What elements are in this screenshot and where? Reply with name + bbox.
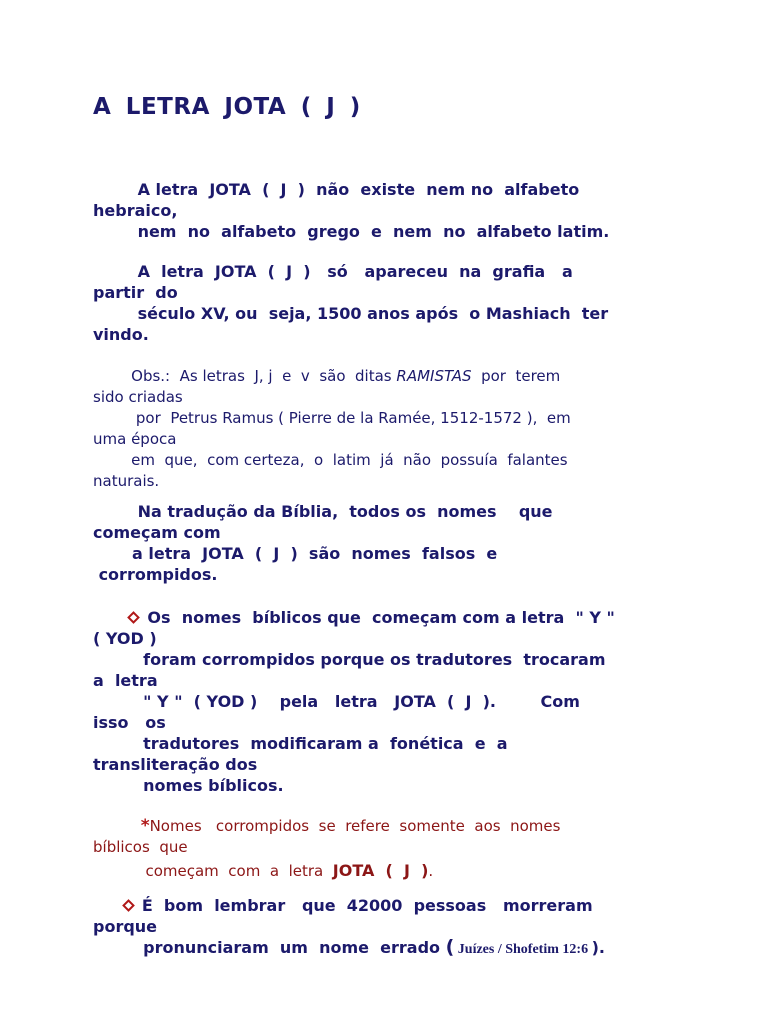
text-line: naturais.	[93, 472, 160, 490]
note-text: começam com a letra	[93, 862, 333, 880]
text-line	[93, 366, 653, 387]
obs-text: por terem	[471, 367, 561, 385]
bullet-text: É bom lembrar que 42000 pessoas morreram	[141, 896, 593, 915]
text-line: bíblicos que	[93, 838, 188, 856]
text-line: Na tradução da Bíblia, todos os nomes que	[93, 502, 553, 521]
close-paren: ).	[591, 938, 605, 957]
text-line: isso os	[93, 713, 166, 732]
bullet-text: pronunciaram um nome errado	[93, 938, 446, 957]
text-line: sido criadas	[93, 388, 183, 406]
text-line: A letra JOTA ( J ) não existe nem no alfabeto	[93, 180, 580, 199]
text-line: nem no alfabeto grego e nem no alfabeto latim.	[93, 222, 610, 241]
text-line: vindo.	[93, 325, 149, 344]
text-line: hebraico,	[93, 201, 178, 220]
ramistas-term: RAMISTAS	[396, 367, 472, 385]
text-line: a letra	[93, 671, 158, 690]
text-line: uma época	[93, 430, 177, 448]
diamond-bullet-icon	[122, 899, 135, 912]
text-line: corrompidos.	[93, 565, 218, 584]
text-line: transliteração dos	[93, 755, 258, 774]
bullet-text: Os nomes bíblicos que começam com a letra " Y "	[147, 608, 615, 627]
text-line	[93, 860, 653, 882]
text-line: foram corrompidos porque os tradutores trocaram	[93, 650, 606, 669]
diamond-bullet-icon	[128, 611, 141, 624]
note-text: .	[428, 862, 434, 880]
paragraph-obs	[93, 366, 653, 492]
paragraph-42000	[93, 895, 653, 960]
text-line	[93, 816, 653, 837]
text-line: " Y " ( YOD ) pela letra JOTA ( J ). Com	[93, 692, 580, 711]
text-line: ( YOD )	[93, 629, 157, 648]
text-line: por Petrus Ramus ( Pierre de la Ramée, 1512-1572 ), em	[93, 409, 571, 427]
page-title: A LETRA JOTA ( J )	[93, 94, 361, 120]
text-line: século XV, ou seja, 1500 anos após o Mashiach ter	[93, 304, 609, 323]
jota-emphasis: JOTA ( J )	[332, 861, 429, 880]
paragraph-note	[93, 816, 653, 882]
text-line: a letra JOTA ( J ) são nomes falsos e	[93, 544, 498, 563]
text-line: em que, com certeza, o latim já não possuía falantes	[93, 451, 568, 469]
obs-text: Obs.: As letras J, j e v são ditas	[93, 367, 397, 385]
text-line: partir do	[93, 283, 178, 302]
text-line	[93, 937, 653, 960]
paragraph-century	[93, 261, 653, 345]
text-line: nomes bíblicos.	[93, 776, 284, 795]
scripture-reference: Juízes / Shofetim 12:6	[454, 942, 592, 957]
note-text: Nomes corrompidos se refere somente aos nomes	[149, 817, 561, 835]
asterisk-icon: *	[140, 816, 150, 836]
paragraph-origin	[93, 179, 653, 242]
text-line: A letra JOTA ( J ) só apareceu na grafia a	[93, 262, 573, 281]
paragraph-translation	[93, 501, 653, 585]
text-line	[93, 895, 653, 916]
text-line: começam com	[93, 523, 221, 542]
text-line: porque	[93, 917, 158, 936]
text-line: tradutores modificaram a fonética e a	[93, 734, 508, 753]
paragraph-yod	[93, 607, 653, 796]
open-paren: (	[445, 936, 455, 958]
text-line	[93, 607, 653, 628]
